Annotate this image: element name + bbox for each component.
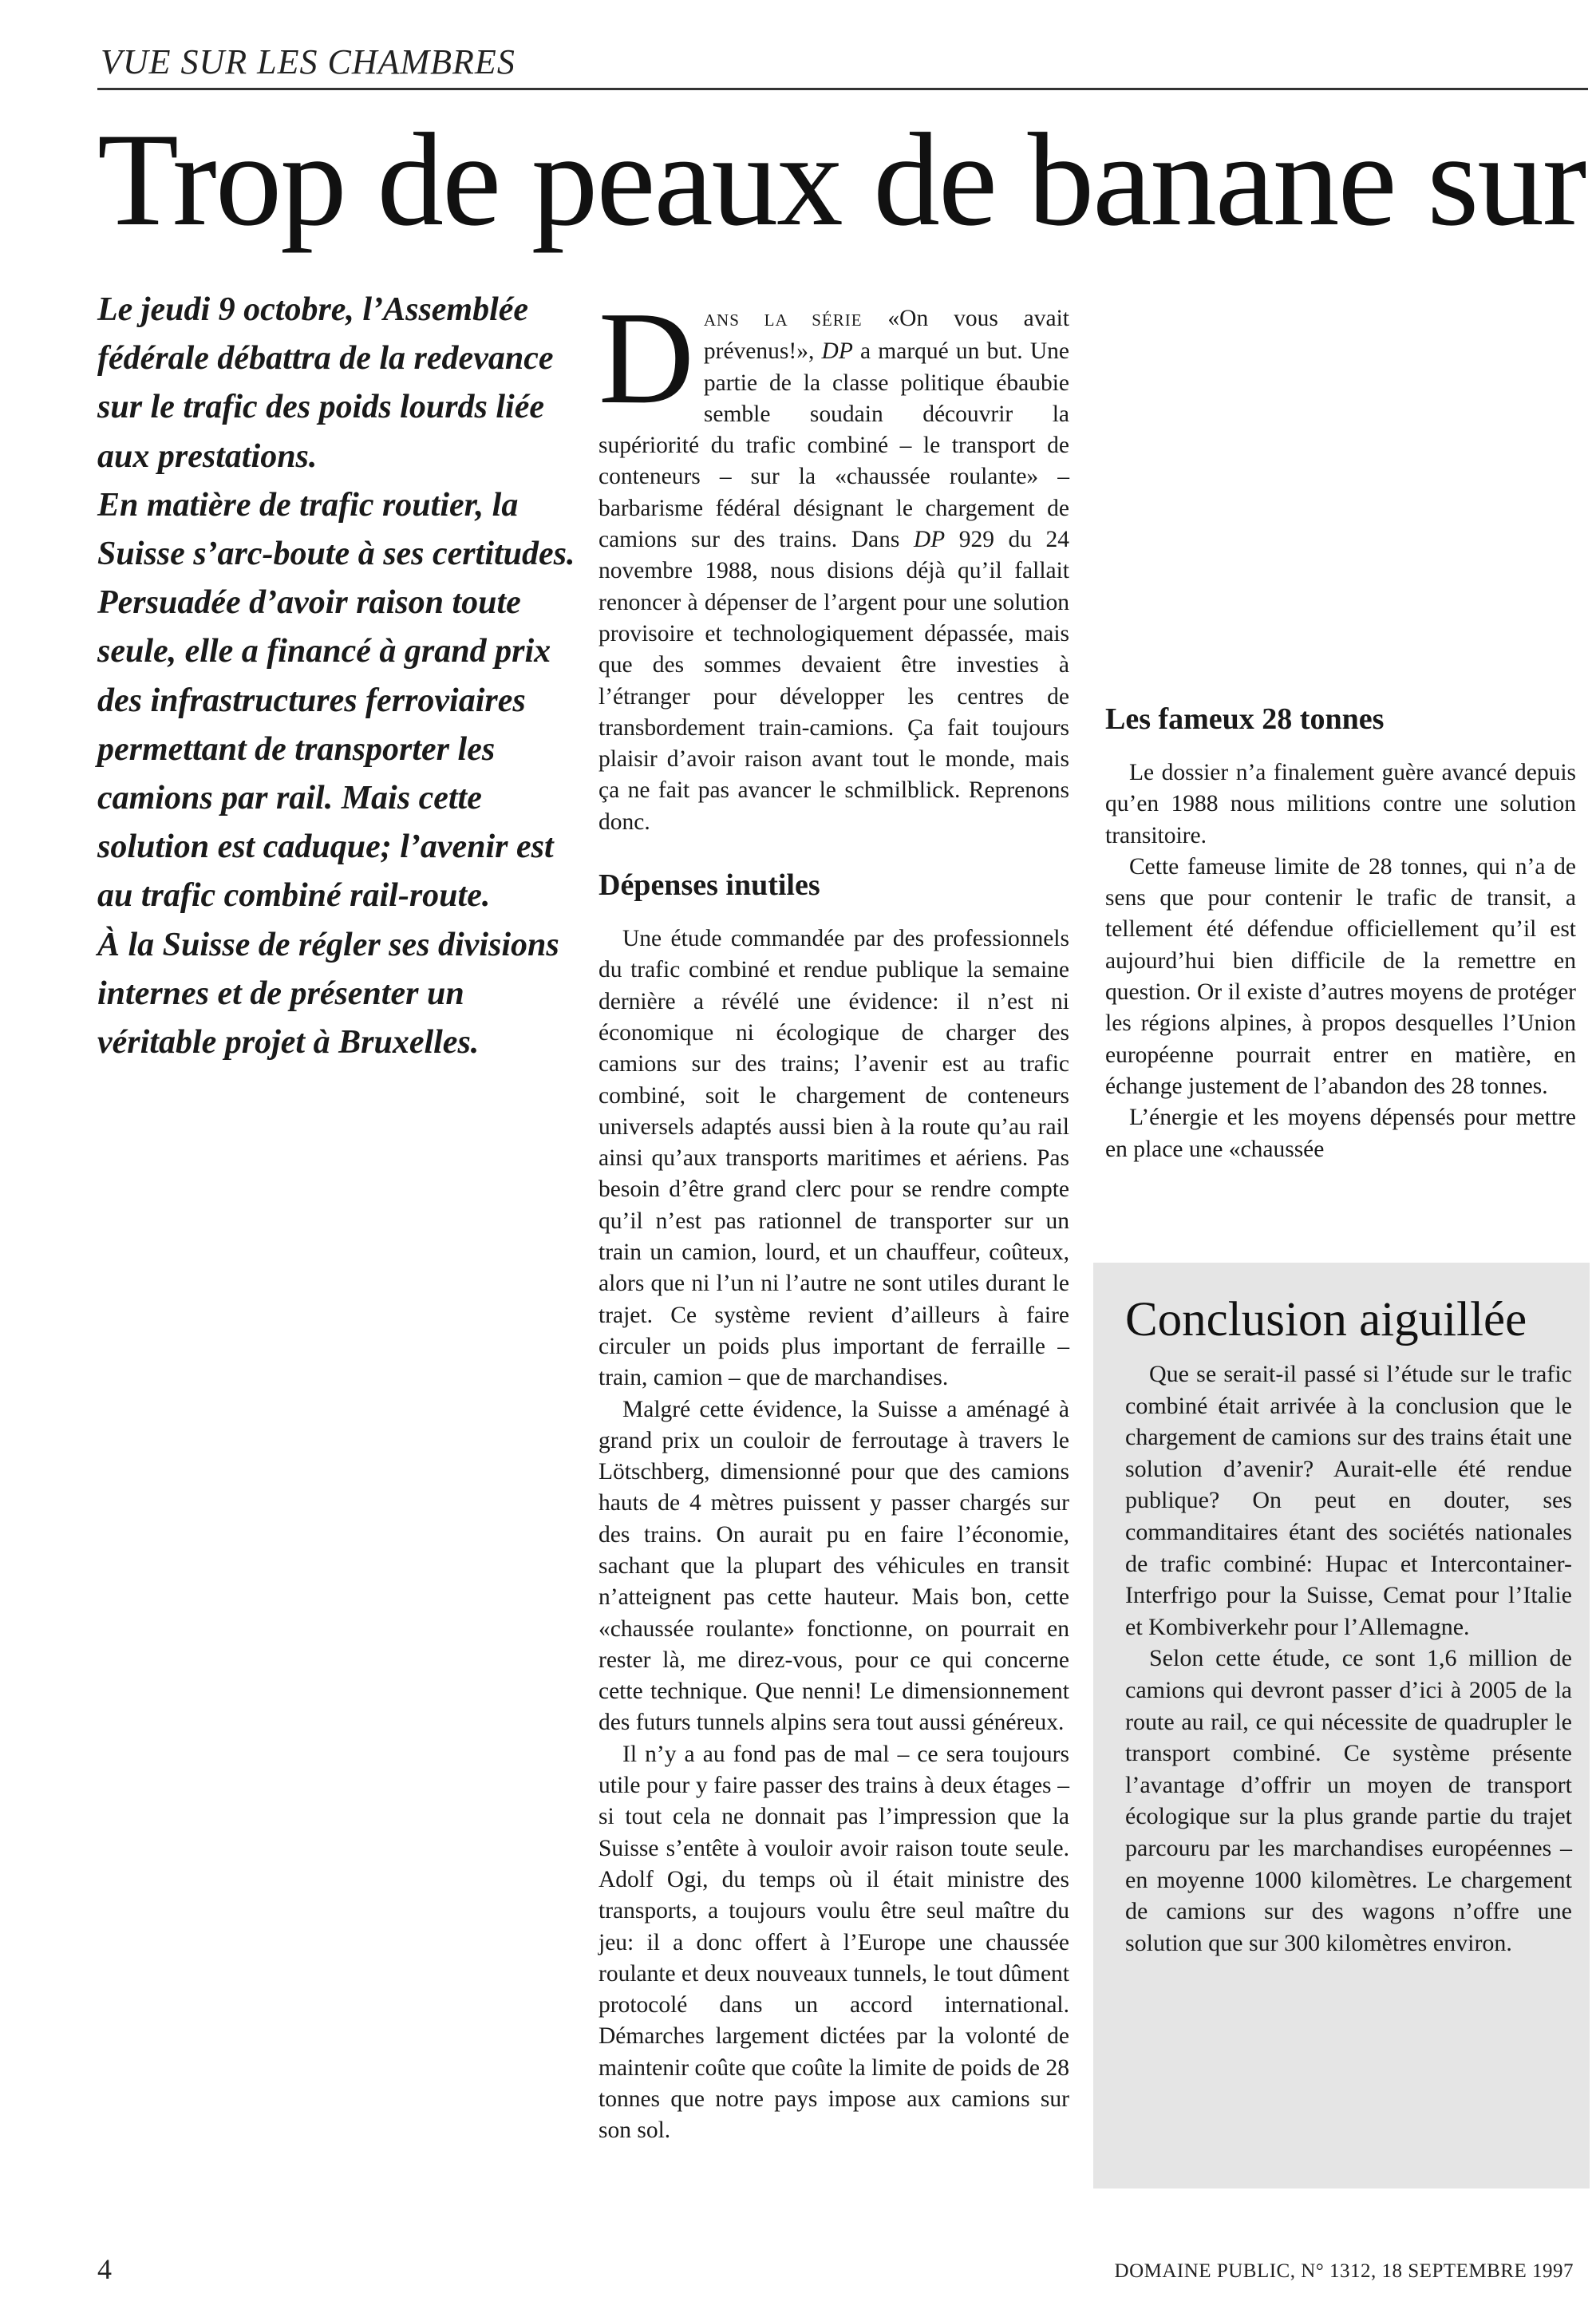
header-rule: [97, 88, 1588, 90]
lead-paragraph: En matière de trafic routier, la Suisse s’arc-boute à ses certitudes. Persuadée d’avoir raison toute seule, elle a financé à grand prix des infrastructures ferroviaires permettant de transporter les camions par rail. Mais cette solution est caduque; l’avenir est au trafic combiné rail-route.: [97, 486, 575, 915]
body-paragraph: L’énergie et les moyens dépensés pour mettre en place une «chaussée: [1105, 1105, 1576, 1162]
lead-paragraph: À la Suisse de régler ses divisions internes et de présenter un véritable projet à Bruxelles.: [97, 926, 559, 1062]
body-column-2: [1105, 303, 1576, 1165]
publication-abbrev: DP: [821, 338, 853, 365]
sidebar-body: [1125, 1358, 1572, 1959]
opening-paragraph: [598, 284, 1070, 838]
drop-cap: D: [598, 284, 694, 431]
opening-text: 929 du 24 novembre 1988, nous disions déjà qu’il fallait renoncer à dépenser de l’argent pour une solution provisoire et technologiquement dépassée, mais que des sommes devaient être investies à l’étranger pour développer les centres de transbordement train-camions. Ça fait toujours plaisir d’avoir raison avant tout le monde, mais ça ne fait pas avancer le schmilblick. Reprenons donc.: [598, 527, 1070, 835]
body-column-1: [598, 284, 1070, 2147]
article-lead: [97, 286, 576, 1067]
sidebar-paragraph: Selon cette étude, ce sont 1,6 million de camions qui devront passer d’ici à 2005 de la route au rail, ce qui nécessite de quadrupler le transport combiné. Ce système présente l’avantage d’offrir un moyen de transport écologique sur la plus grande partie du trajet parcouru par les marchandises européennes – en moyenne 1000 kilomètres. Le chargement de camions sur des wagons n’offre une solution que sur 300 kilomètres environ.: [1125, 1645, 1572, 1956]
article-headline: Trop de peaux de banane sur: [97, 106, 1586, 254]
page-number: 4: [97, 2253, 112, 2285]
subheading-depenses: Dépenses inutiles: [598, 868, 820, 903]
sidebar-box: [1093, 1263, 1590, 2189]
section-rubric: VUE SUR LES CHAMBRES: [101, 42, 516, 81]
body-paragraph: Malgré cette évidence, la Suisse a aménagé à grand prix un couloir de ferroutage à travers le Lötschberg, dimensionné pour que des camions hauts de 4 mètres puissent y passer chargés sur des trains. On aurait pu en faire l’économie, sachant que la plupart des véhicules en transit n’atteignent pas cette hauteur. Mais bon, cette «chaussée roulante» fonctionne, on pourrait en rester là, me direz-vous, pour ce qui concerne cette technique. Que nenni! Le dimensionnement des futurs tunnels alpins sera tout aussi généreux.: [598, 1396, 1069, 1736]
sidebar-title: Conclusion aiguillée: [1125, 1293, 1527, 1346]
sidebar-paragraph: Que se serait-il passé si l’étude sur le trafic combiné était arrivée à la conclusion que le chargement de camions sur des trains était une solution d’avenir? Aurait-elle été rendue publique? On peut en douter, ses commanditaires étant des sociétés nationales de trafic combiné: Hupac et Intercontainer-Interfrigo pour la Suisse, Cemat pour l’Italie et Kombiverkehr pour l’Allemagne.: [1125, 1361, 1572, 1640]
publication-footer: DOMAINE PUBLIC, N° 1312, 18 SEPTEMBRE 1997: [1114, 2260, 1574, 2282]
opening-text: «On vous avait prévenus!»,: [703, 306, 1069, 365]
opening-smallcaps: ANS LA SÉRIE: [703, 310, 863, 330]
publication-abbrev: DP: [913, 527, 946, 553]
body-paragraph: Le dossier n’a finalement guère avancé depuis qu’en 1988 nous militions contre une solution transitoire.: [1105, 760, 1576, 848]
body-paragraph: Une étude commandée par des professionnels du trafic combiné et rendue publique la semaine dernière a révélé une évidence: il n’est ni économique ni écologique de charger des camions sur des trains; l’avenir est au trafic combiné, soit le chargement de conteneurs universels adaptés aussi bien à la route qu’au rail ainsi qu’aux transports maritimes et aériens. Pas besoin d’être grand clerc pour se rendre compte qu’il n’est pas rationnel de transporter sur un train un camion, lourd, et un chauffeur, coûteux, alors que ni l’un ni l’autre ne sont utiles durant le trajet. Ce système revient d’ailleurs à faire circuler un poids plus important de ferraille – train, camion – que de marchandises.: [598, 926, 1069, 1391]
lead-paragraph: Le jeudi 9 octobre, l’Assemblée fédérale débattra de la redevance sur le trafic des poids lourds liée aux prestations.: [97, 291, 554, 475]
subheading-28-tonnes: Les fameux 28 tonnes: [1105, 702, 1385, 736]
body-paragraph: Cette fameuse limite de 28 tonnes, qui n’a de sens que pour contenir le trafic de transit, a tellement été défendue officiellement qu’il est aujourd’hui bien difficile de la remettre en question. Or il existe d’autres moyens de protéger les régions alpines, à propos desquelles l’Union européenne pourrait entrer en matière, en échange justement de l’abandon des 28 tonnes.: [1105, 853, 1576, 1099]
opening-text: a marqué un but. Une partie de la classe politique ébaubie semble soudain découvrir la supériorité du trafic combiné – le transport de conteneurs – sur la «chaussée roulante» – barbarisme fédéral désignant le chargement de camions sur des trains. Dans: [598, 338, 1069, 553]
body-paragraph: Il n’y a au fond pas de mal – ce sera toujours utile pour y faire passer des trains à deux étages – si tout cela ne donnait pas l’impression que la Suisse s’entête à vouloir avoir raison toute seule. Adolf Ogi, du temps où il était ministre des transports, a toujours voulu être seul maître du jeu: il a donc offert à l’Europe une chaussée roulante et deux nouveaux tunnels, le tout dûment protocolé dans un accord international. Démarches largement dictées par la volonté de maintenir coûte que coûte la limite de poids de 28 tonnes que notre pays impose aux camions sur son sol.: [598, 1741, 1069, 2144]
